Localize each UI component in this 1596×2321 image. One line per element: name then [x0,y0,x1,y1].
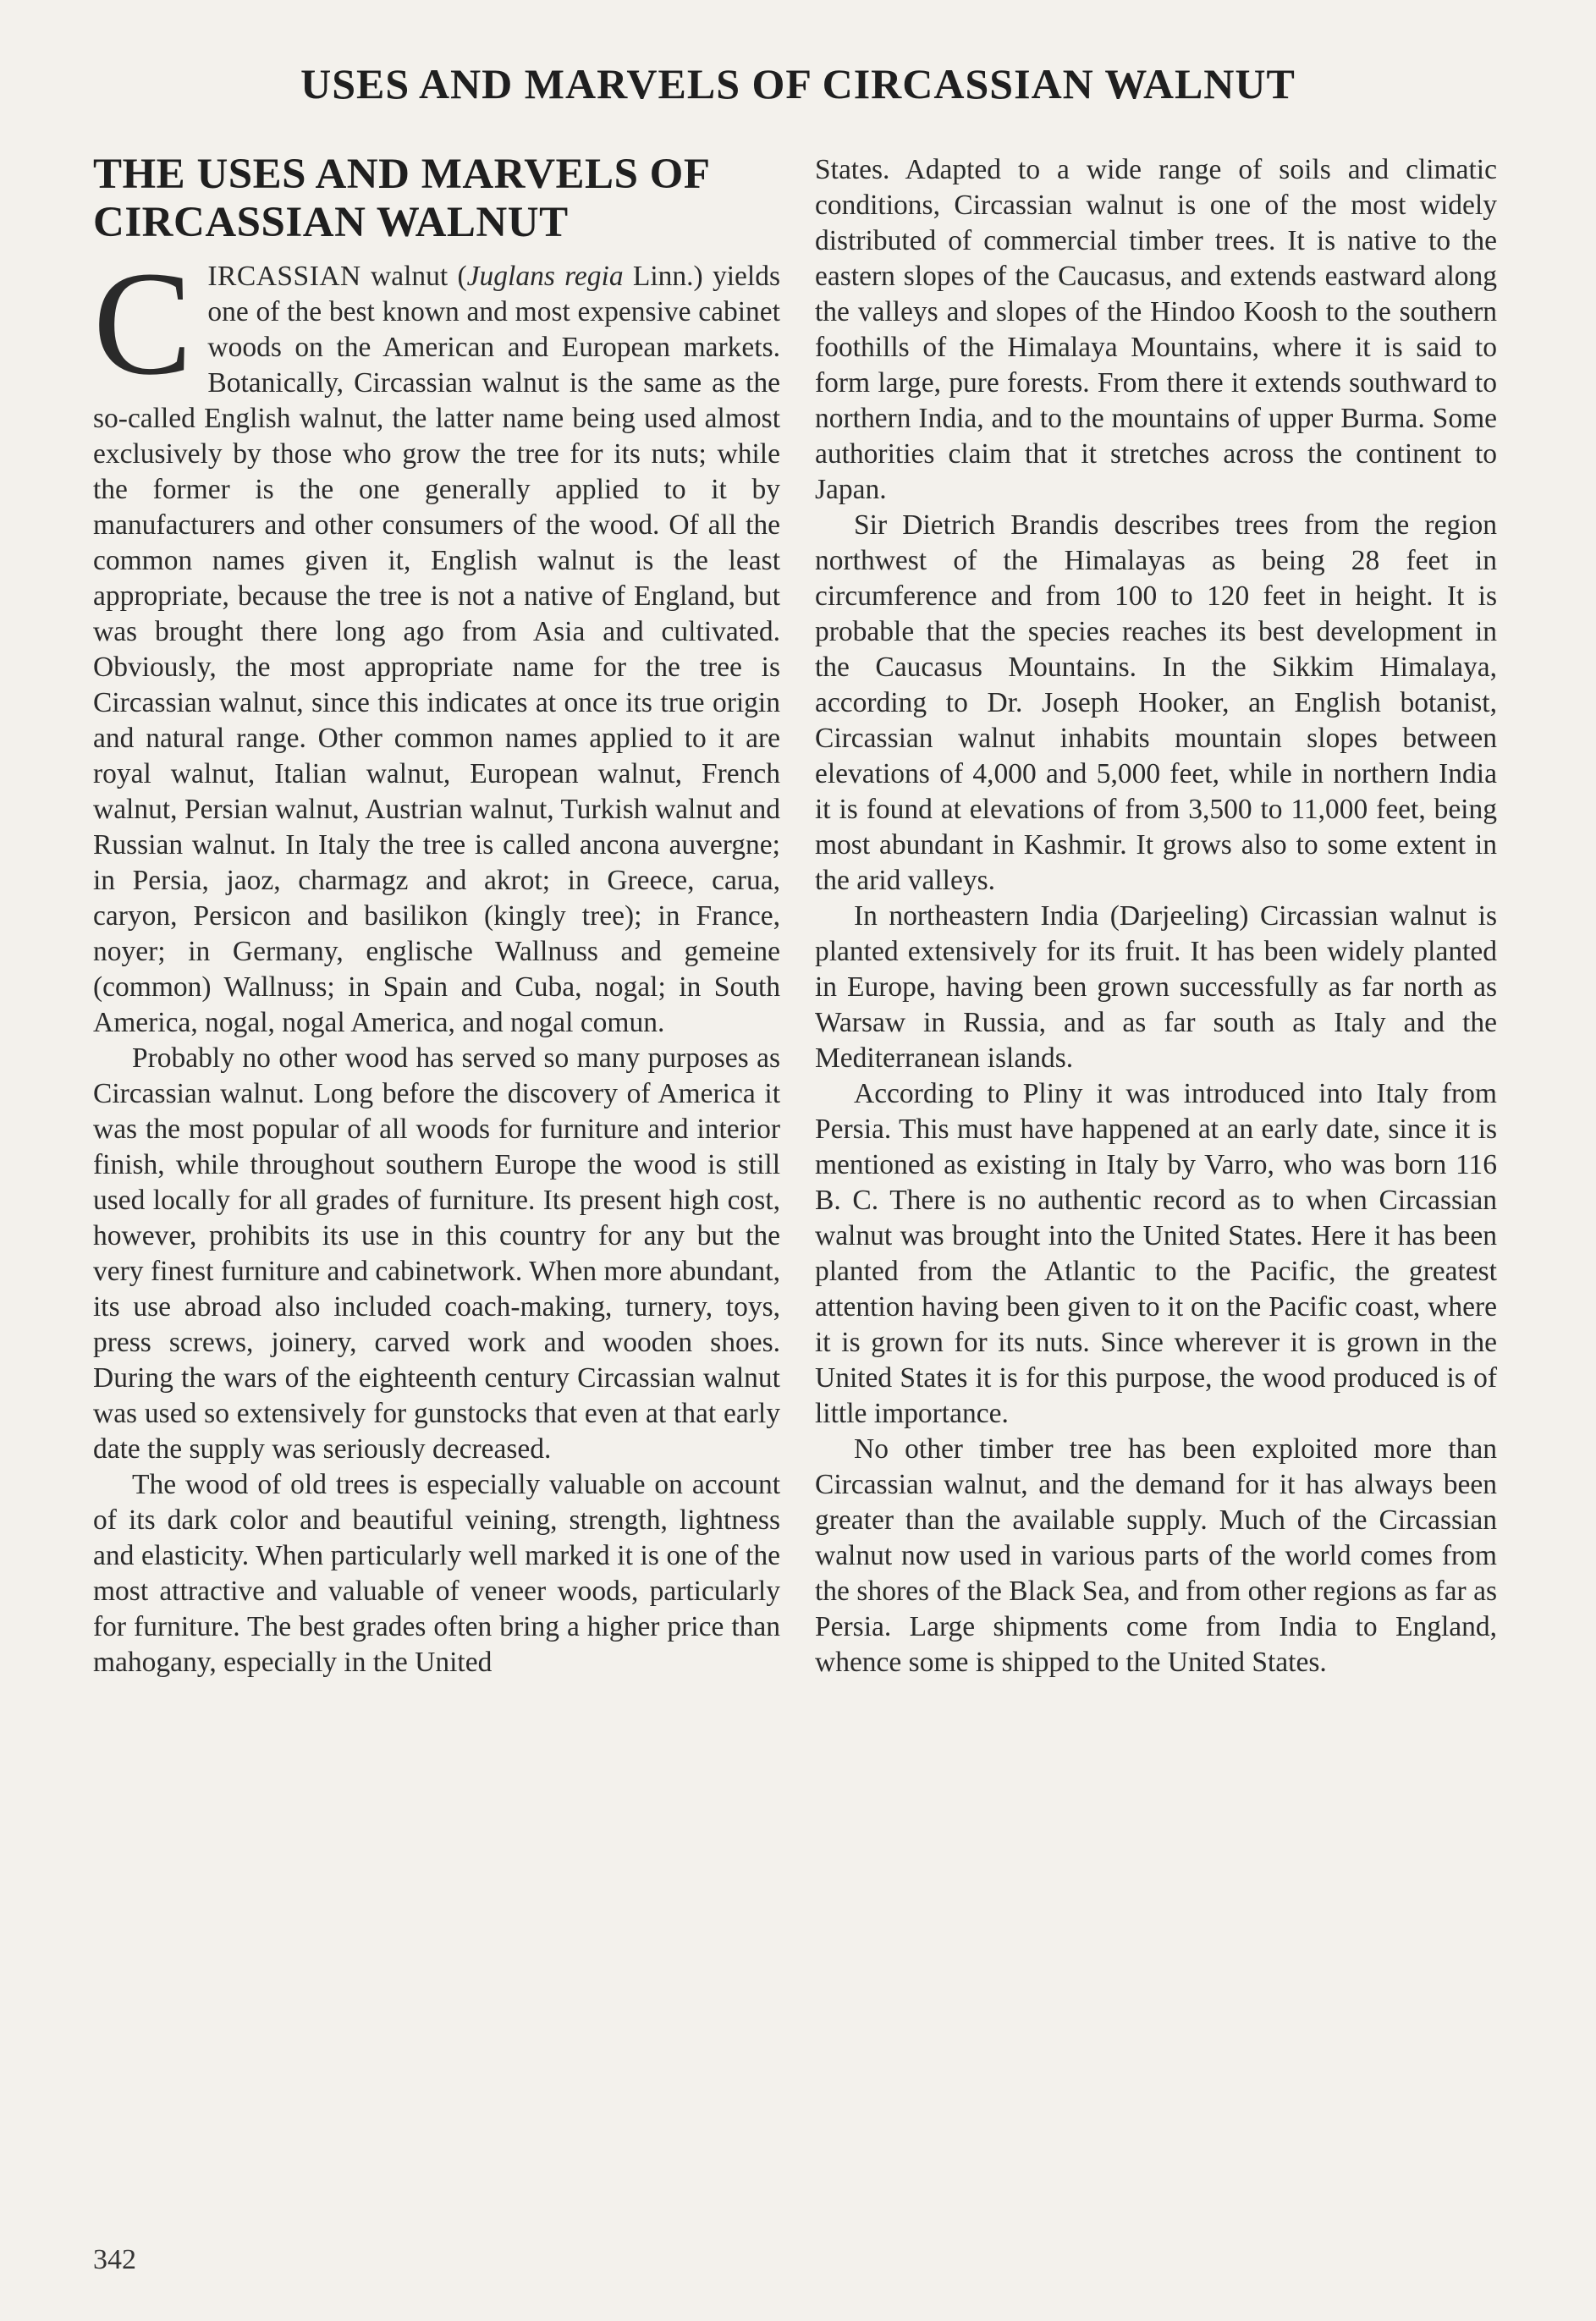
running-header: USES AND MARVELS OF CIRCASSIAN WALNUT [300,60,1296,107]
left-column [93,151,780,1680]
lead-italic-botanical: Juglans regia [466,261,624,292]
paragraph-brandis: Sir Dietrich Brandis describes trees from the region northwest of the Himalayas as being 28 feet in circumference and from 100 to 120 feet in height. It is probable that the species reaches its best development in the Caucasus Mountains. In the Sikkim Himalaya, according to Dr. Joseph Hooker, an English botanist, Circassian walnut inhabits mountain slopes between elevations of 4,000 and 5,000 feet, while in northern India it is found at elevations of from 3,500 to 11,000 feet, being most abundant in Kashmir. It grows also to some extent in the arid valleys. [815,509,1497,896]
right-column [815,152,1497,1680]
lead-text: walnut ( [360,261,467,292]
lead-smallcaps: IRCASSIAN [207,261,361,292]
drop-cap: C [93,241,193,406]
paragraph-darjeeling: In northeastern India (Darjeeling) Circassian walnut is planted extensively for its fruit. It has been widely planted in Europe, having been grown successfully as far north as Warsaw in Russia, and as far south as Italy and the Mediterranean islands. [815,900,1497,1074]
paragraph-uses: Probably no other wood has served so many purposes as Circassian walnut. Long before the discovery of America it was the most popular of all woods for furniture and interior finish, while throughout southern Europe the wood is still used locally for all grades of furniture. Its present high cost, however, prohibits its use in this country for any but the very finest furniture and cabinetwork. When more abundant, its use abroad also included coach-making, turnery, toys, press screws, joinery, carved work and wooden shoes. During the wars of the eighteenth century Circassian walnut was used so extensively for gunstocks that even at that early date the supply was seriously decreased. [93,1042,780,1465]
paragraph-wood-value-continued: States. Adapted to a wide range of soils and climatic conditions, Circassian walnut is one of the most widely distributed of commercial timber trees. It is native to the eastern slopes of the Caucasus, and extends eastward along the valleys and slopes of the Hindoo Koosh to the southern foothills of the Himalaya Mountains, where it is said to form large, pure forests. From there it extends southward to northern India, and to the mountains of upper Burma. Some authorities claim that it stretches across the continent to Japan. [815,154,1497,505]
lead-rest: Linn.) yields one of the best known and most expensive cabinet woods on the American and European markets. Botanically, Circassian walnut is the same as the so-called English walnut, the latter name being used almost exclusively by those who grow the tree for its nuts; while the former is the one generally applied to it by manufacturers and other consumers of the wood. Of all the common names given it, English walnut is the least appropriate, because the tree is not a native of England, but was brought there long ago from Asia and cultivated. Obviously, the most appropriate name for the tree is Circassian walnut, since this indicates at once its true origin and natural range. Other common names applied to it are royal walnut, Italian walnut, European walnut, French walnut, Persian walnut, Austrian walnut, Turkish walnut and Russian walnut. In Italy the tree is called ancona auvergne; in Persia, jaoz, charmagz and akrot; in Greece, carua, caryon, Persicon and basilikon (kingly tree); in France, noyer; in Germany, englische Wallnuss and gemeine (common) Wallnuss; in Spain and Cuba, nogal; in South America, nogal, nogal America, and nogal comun. [93,261,780,1038]
paragraph-pliny: According to Pliny it was introduced into Italy from Persia. This must have happened at an early date, since it is mentioned as existing in Italy by Varro, who was born 116 B. C. There is no authentic record as to when Circassian walnut was brought into the United States. Here it has been planted from the Atlantic to the Pacific, the greatest attention having been given to it on the Pacific coast, where it is grown for its nuts. Since wherever it is grown in the United States it is for this purpose, the wood produced is of little importance. [815,1078,1497,1429]
article-title: THE USES AND MARVELS OF CIRCASSIAN WALNUT [93,151,709,246]
page-number: 342 [93,2244,136,2275]
lead-paragraph [93,241,780,1041]
paragraph-exploited: No other timber tree has been exploited more than Circassian walnut, and the demand for it has always been greater than the available supply. Much of the Circassian walnut now used in various parts of the world comes from the shores of the Black Sea, and from other regions as far as Persia. Large shipments come from India to England, whence some is shipped to the United States. [815,1433,1497,1678]
paragraph-wood-value: The wood of old trees is especially valuable on account of its dark color and beautiful veining, strength, lightness and elasticity. When particularly well marked it is one of the most attractive and valuable of veneer woods, particularly for furniture. The best grades often bring a higher price than mahogany, especially in the United [93,1469,780,1678]
